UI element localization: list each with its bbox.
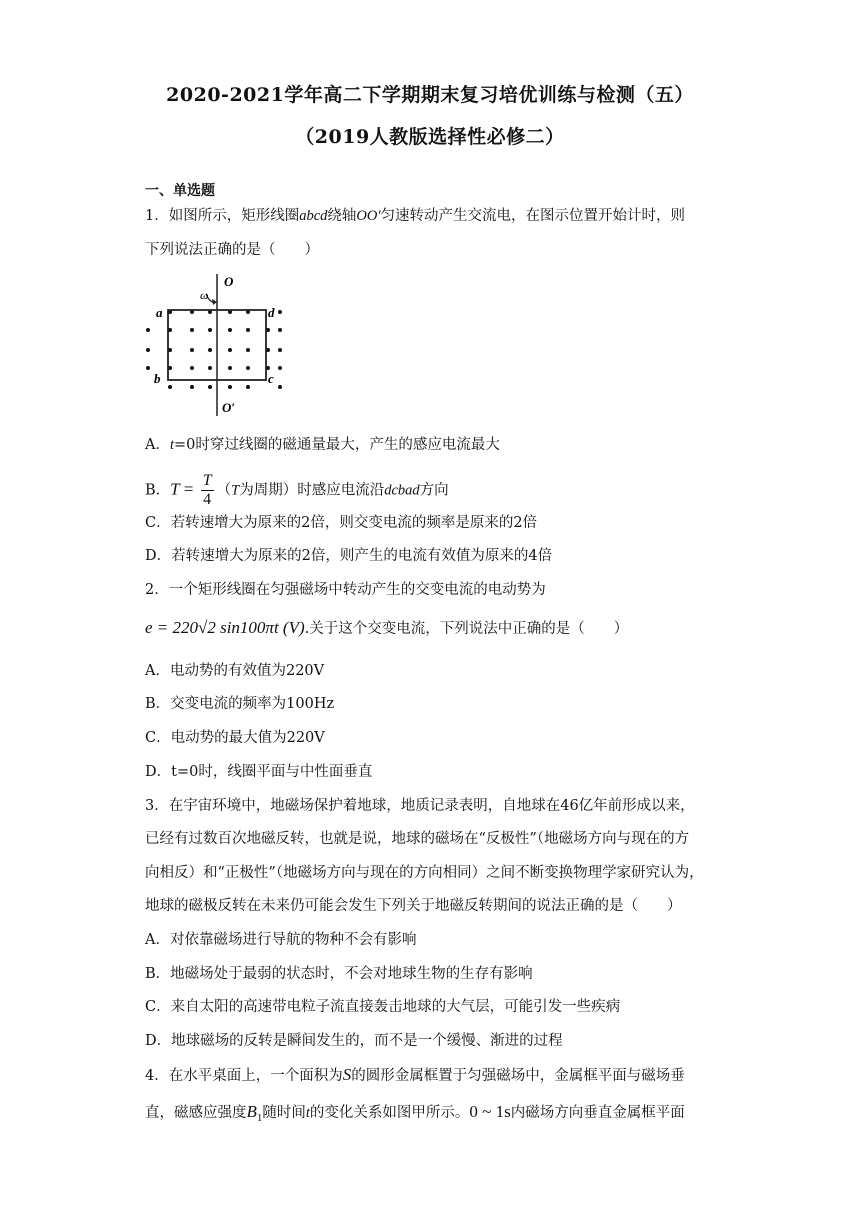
fraction-T-over-4: $\frac{T}{4}$ (202, 472, 212, 508)
q2-option-b: B．交变电流的频率为100Hz (145, 696, 335, 712)
q3-option-d: D．地球磁场的反转是瞬间发生的，而不是一个缓慢、渐进的过程 (145, 1033, 563, 1049)
q1-stem-line1: 1．如图所示，矩形线圈abcd绕轴OO′匀速转动产生交流电，在图示位置开始计时，则 (145, 208, 686, 224)
field-dot (190, 366, 194, 370)
field-dot (146, 348, 150, 352)
q2-option-a: A．电动势的有效值为220V (145, 663, 325, 679)
q3-stem-line1: 3．在宇宙环境中，地磁场保护着地球，地质记录表明，自地球在46亿年前形成以来， (145, 798, 695, 814)
field-dot (190, 385, 194, 389)
field-dot (208, 385, 212, 389)
q2-option-d: D．t=0时，线圈平面与中性面垂直 (145, 764, 373, 780)
q2-stem-line1: 2．一个矩形线圈在匀强磁场中转动产生的交变电流的电动势为 (145, 582, 546, 598)
field-dot (208, 348, 212, 352)
label-O: O (224, 274, 234, 289)
q1-coil-figure (140, 272, 290, 420)
label-O-prime: O′ (222, 400, 236, 415)
field-dot (146, 366, 150, 370)
section-heading: 一、单选题 (145, 183, 215, 199)
q3-stem-line3: 向相反）和“正极性”（地磁场方向与现在的方向相同）之间不断变换物理学家研究认为， (145, 865, 704, 881)
q3-option-c: C．来自太阳的高速带电粒子流直接轰击地球的大气层，可能引发一些疾病 (145, 999, 621, 1015)
field-dot (278, 310, 282, 314)
label-c: c (268, 371, 274, 386)
q1-stem-line2: 下列说法正确的是（ ） (145, 242, 319, 258)
field-dot (246, 348, 250, 352)
q2-option-c: C．电动势的最大值为220V (145, 730, 325, 746)
field-dot (278, 366, 282, 370)
field-dot (228, 366, 232, 370)
page-title: 2020-2021学年高二下学期期末复习培优训练与检测（五） (166, 84, 694, 106)
field-dot (228, 348, 232, 352)
field-dot (146, 328, 150, 332)
q1-option-d: D．若转速增大为原来的2倍，则产生的电流有效值为原来的4倍 (145, 548, 553, 564)
field-dot (246, 328, 250, 332)
field-dot (190, 348, 194, 352)
q1-option-b: B．T = $\frac{T}{4}$ （T为周期）时感应电流沿dcbad方向 (145, 472, 449, 508)
q3-option-b: B．地磁场处于最弱的状态时，不会对地球生物的生存有影响 (145, 966, 533, 982)
label-omega: ω (200, 288, 209, 302)
field-dot (208, 328, 212, 332)
label-a: a (156, 305, 163, 320)
q4-stem-line1: 4．在水平桌面上，一个面积为S的圆形金属框置于匀强磁场中，金属框平面与磁场垂 (145, 1065, 685, 1084)
q2-stem-line2: e = 220√2 sin100πt (V).关于这个交变电流，下列说法中正确的是（ ） (145, 618, 629, 637)
field-dot (228, 385, 232, 389)
field-dot (246, 385, 250, 389)
label-d: d (268, 305, 275, 320)
field-dot (168, 385, 172, 389)
q1-option-c: C．若转速增大为原来的2倍，则交变电流的频率是原来的2倍 (145, 515, 538, 531)
field-dot (246, 366, 250, 370)
q1-option-a: A．t=0时穿过线圈的磁通量最大，产生的感应电流最大 (145, 437, 500, 453)
field-dot (278, 385, 282, 389)
page-subtitle: （2019人教版选择性必修二） (295, 126, 565, 148)
field-dot (278, 348, 282, 352)
q3-stem-line2: 已经有过数百次地磁反转，也就是说，地球的磁场在“反极性”（地磁场方向与现在的方 (145, 831, 690, 847)
field-dot (208, 366, 212, 370)
q2-formula: e = 220√2 sin100πt (V) (145, 618, 305, 637)
q3-option-a: A．对依靠磁场进行导航的物种不会有影响 (145, 932, 417, 948)
field-dot (190, 328, 194, 332)
label-b: b (154, 371, 161, 386)
q3-stem-line4: 地球的磁极反转在未来仍可能会发生下列关于地磁反转期间的说法正确的是（ ） (145, 898, 682, 914)
field-dot (278, 328, 282, 332)
q4-stem-line2: 直，磁感应强度$B_1$随时间t的变化关系如图甲所示。0 ~ 1s内磁场方向垂直金属框平面 (145, 1102, 685, 1124)
field-dot (228, 328, 232, 332)
